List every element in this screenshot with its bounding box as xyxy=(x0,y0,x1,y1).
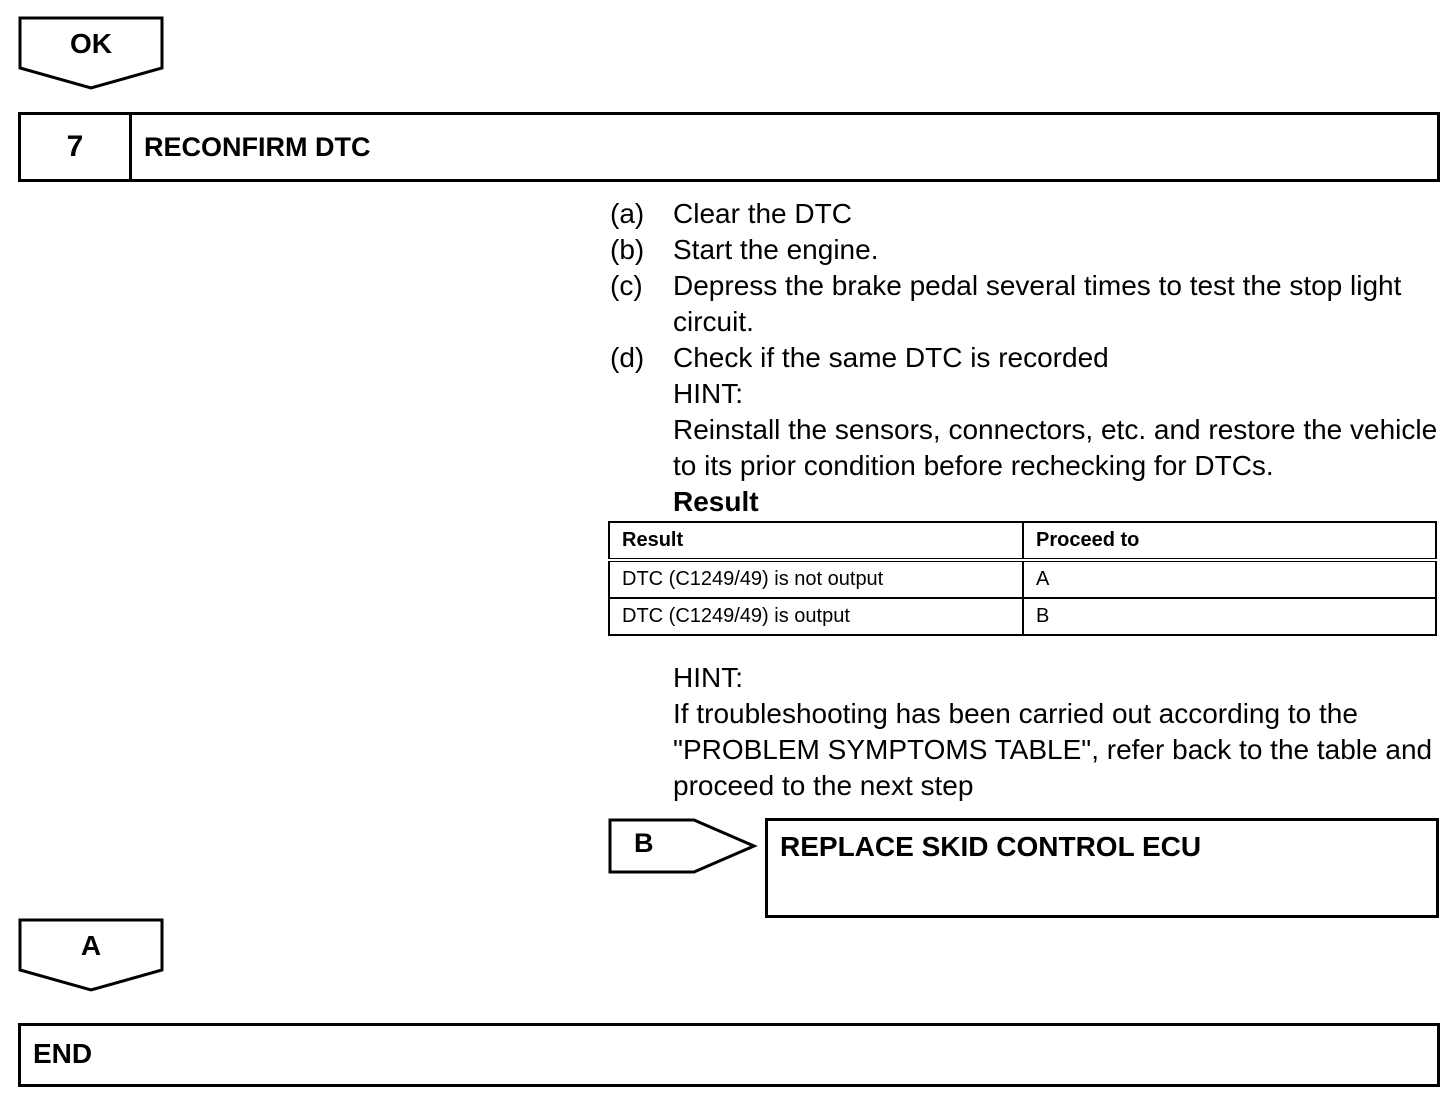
table-cell: DTC (C1249/49) is output xyxy=(609,598,1023,635)
instruction-a xyxy=(610,196,1443,232)
table-cell: A xyxy=(1023,560,1436,598)
action-text: REPLACE SKID CONTROL ECU xyxy=(780,831,1202,862)
result-heading: Result xyxy=(673,486,759,517)
instruction-letter: (a) xyxy=(610,198,645,229)
b-flow-marker xyxy=(608,818,758,874)
table-header-row xyxy=(609,522,1436,560)
ok-label: OK xyxy=(70,28,112,59)
hint2-text: If troubleshooting has been carried out according to the "PROBLEM SYMPTOMS TABLE", refer back to the table and proceed to the next step xyxy=(673,698,1433,801)
right-arrow-icon xyxy=(608,818,758,874)
result-table xyxy=(608,521,1437,636)
column-header-proceed: Proceed to xyxy=(1023,522,1436,560)
instruction-text: Check if the same DTC is recorded xyxy=(673,342,1109,373)
hint-text: Reinstall the sensors, connectors, etc. and restore the vehicle to its prior condition before rechecking for DTCs. xyxy=(673,414,1438,481)
table-cell: B xyxy=(1023,598,1436,635)
instruction-letter: (c) xyxy=(610,270,643,301)
instruction-letter: (d) xyxy=(610,342,645,373)
a-flow-marker xyxy=(18,918,164,992)
instruction-text: Clear the DTC xyxy=(673,198,852,229)
hint2-label: HINT: xyxy=(673,662,743,693)
ok-flow-marker xyxy=(18,16,164,90)
column-header-result: Result xyxy=(609,522,1023,560)
instruction-text: Start the engine. xyxy=(673,234,879,265)
step-header xyxy=(18,112,1440,182)
instruction-text: Depress the brake pedal several times to test the stop light circuit. xyxy=(673,270,1402,337)
action-box xyxy=(765,818,1439,918)
table-row xyxy=(609,598,1436,635)
instruction-b xyxy=(610,232,1443,268)
step-number: 7 xyxy=(21,115,132,179)
instruction-c xyxy=(610,268,1413,340)
end-box xyxy=(18,1023,1440,1087)
step-title: RECONFIRM DTC xyxy=(144,131,371,162)
instruction-letter: (b) xyxy=(610,234,645,265)
hint-label: HINT: xyxy=(673,378,743,409)
table-row xyxy=(609,560,1436,598)
table-cell: DTC (C1249/49) is not output xyxy=(609,560,1023,598)
instruction-d xyxy=(610,340,1443,376)
a-label: A xyxy=(80,930,102,961)
b-label: B xyxy=(634,828,654,858)
end-label: END xyxy=(33,1038,93,1069)
